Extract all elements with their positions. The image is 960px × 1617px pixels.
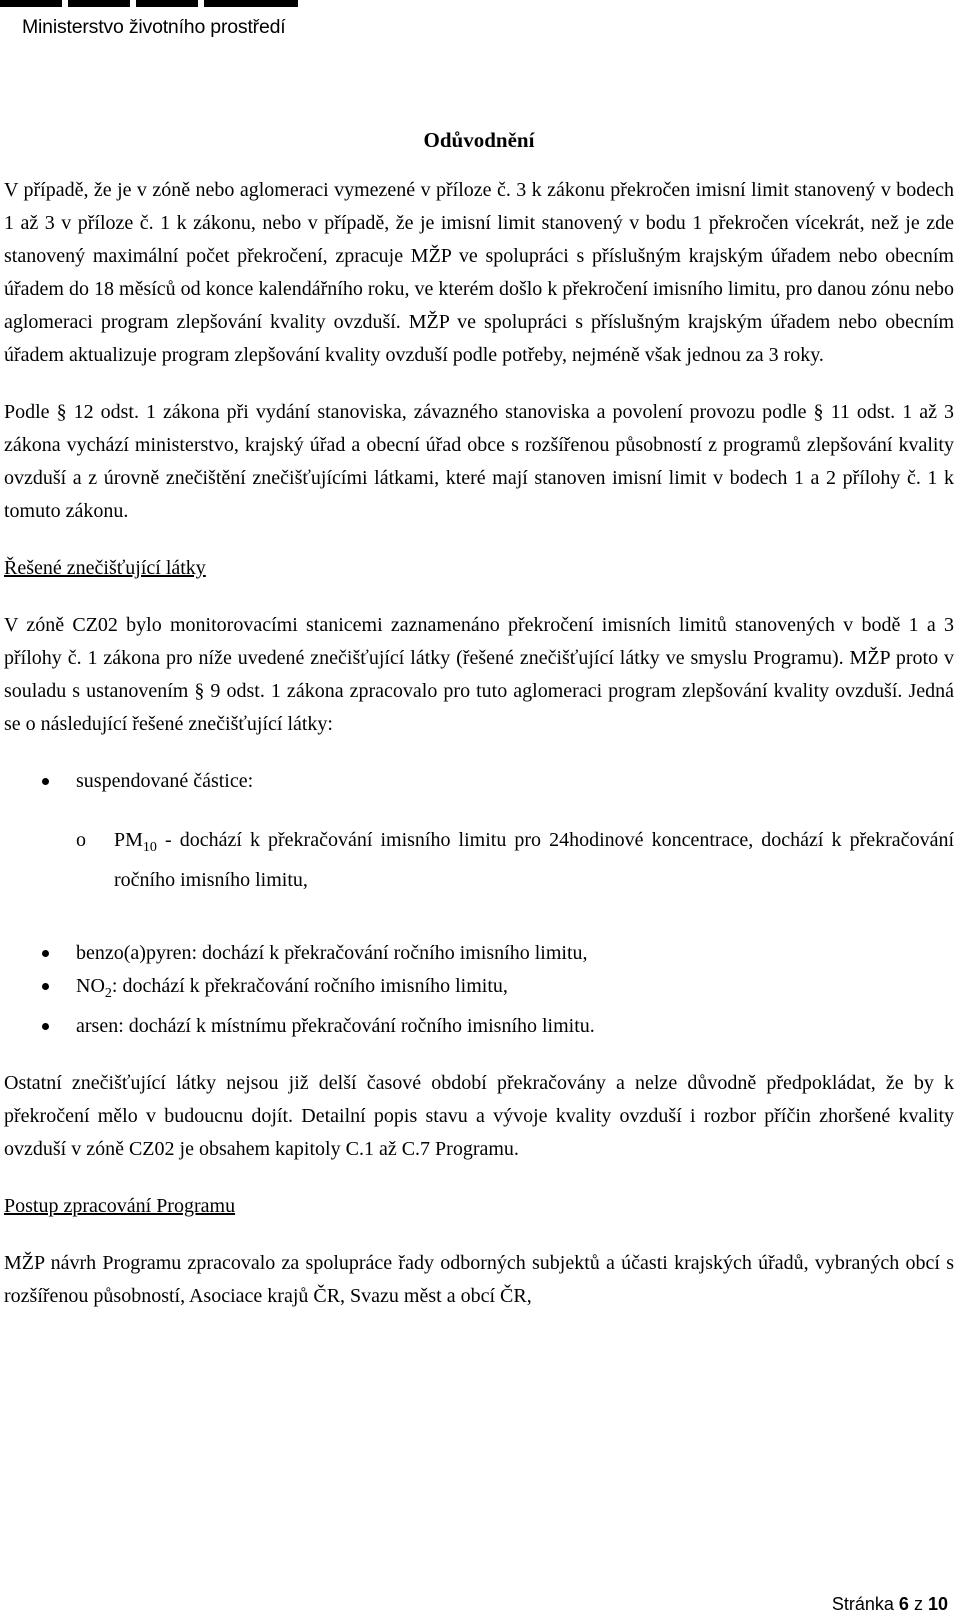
pollutant-index: 2 [104,986,112,1001]
page-label: Stránka [831,1594,894,1614]
page-of: z [913,1594,923,1614]
paragraph-5: MŽP návrh Programu zpracovalo za spolupráce řady odborných subjektů a účasti krajských úřadů, vybraných obcí s rozšířenou působností, Asociace krajů ČR, Svazu měst a obcí ČR, [4,1252,954,1307]
paragraph-4: Ostatní znečišťující látky nejsou již delší časové období překračovány a nelze důvodně předpokládat, že by k překročení mělo v budoucnu dojít. Detailní popis stavu a vývoje kvality ovzduší i rozbor příčin zhoršené kvality ovzduší v zóně CZ02 je obsahem kapitoly C.1 až C.7 Programu. [4,1072,954,1160]
header-bar-segment [68,0,130,7]
page-current: 6 [898,1594,909,1614]
bullet-icon [42,1023,49,1030]
header-bar-segment [136,0,198,7]
pollutant-name: PM [114,829,143,851]
list-item [4,970,954,1010]
bullet-icon [42,983,49,990]
list-item-text: : dochází k překračování ročního imisního limitu, [111,975,508,997]
list-item-text: suspendované částice: [76,770,254,792]
paragraph-3: V zóně CZ02 bylo monitorovacími stanicemi zaznamenáno překročení imisních limitů stanovených v bodě 1 a 3 přílohy č. 1 zákona pro níže uvedené znečišťující látky (řešené znečišťující látky ve smyslu Programu). MŽP proto v souladu s ustanovením § 9 odst. 1 zákona zpracovalo pro tuto aglomeraci program zlepšování kvality ovzduší. Jedná se o následující řešené znečišťující látky: [4,614,954,735]
paragraph-2: Podle § 12 odst. 1 zákona při vydání stanoviska, závazného stanoviska a povolení provozu podle § 11 odst. 1 až 3 zákona vychází ministerstvo, krajský úřad a obecní úřad obce s rozšířenou působností z programů zlepšování kvality ovzduší a z úrovně znečištění znečišťujícími látkami, které mají stanoven imisní limit v bodech 1 a 2 přílohy č. 1 k tomuto zákonu. [4,401,954,522]
list-item [4,937,954,970]
document-body [4,128,954,1337]
sub-list-item-text: - dochází k překračování imisního limitu pro 24hodinové koncentrace, dochází k překračování ročního imisního limitu, [114,829,954,891]
list-item [4,1010,954,1043]
ministry-logo-text: Ministerstvo životního prostředí [22,16,286,38]
header-bar-segment [0,0,62,7]
list-item-text: arsen: dochází k místnímu překračování ročního imisního limitu. [76,1015,595,1037]
list-item [4,765,954,798]
pollutant-list-continued [4,937,954,1043]
section-heading-pollutants: Řešené znečišťující látky [4,557,206,579]
sub-list-item [4,824,954,897]
bullet-icon [42,778,49,785]
page-header [0,0,960,60]
page-number [832,1594,948,1615]
document-title: Odůvodnění [423,128,535,152]
list-item-text: benzo(a)pyren: dochází k překračování ročního imisního limitu, [76,942,588,964]
sub-bullet-marker: o [76,829,86,851]
page-total: 10 [927,1594,948,1614]
pollutant-list [4,765,954,798]
pollutant-name: NO [76,975,105,997]
paragraph-1: V případě, že je v zóně nebo aglomeraci vymezené v příloze č. 3 k zákonu překročen imisní limit stanovený v bodech 1 až 3 v příloze č. 1 k zákonu, nebo v případě, že je imisní limit stanovený v bodu 1 překročen vícekrát, než je zde stanovený maximální počet překročení, zpracuje MŽP ve spolupráci s příslušným krajským úřadem nebo obecním úřadem do 18 měsíců od konce kalendářního roku, ve kterém došlo k překročení imisního limitu, pro danou zónu nebo aglomeraci program zlepšování kvality ovzduší. MŽP ve spolupráci s příslušným krajským úřadem nebo obecním úřadem aktualizuje program zlepšování kvality ovzduší podle potřeby, nejméně však jednou za 3 roky. [4,179,954,366]
section-heading-procedure: Postup zpracování Programu [4,1195,236,1217]
bullet-icon [42,950,49,957]
pollutant-index: 10 [142,840,157,855]
header-bar-segment [204,0,298,7]
